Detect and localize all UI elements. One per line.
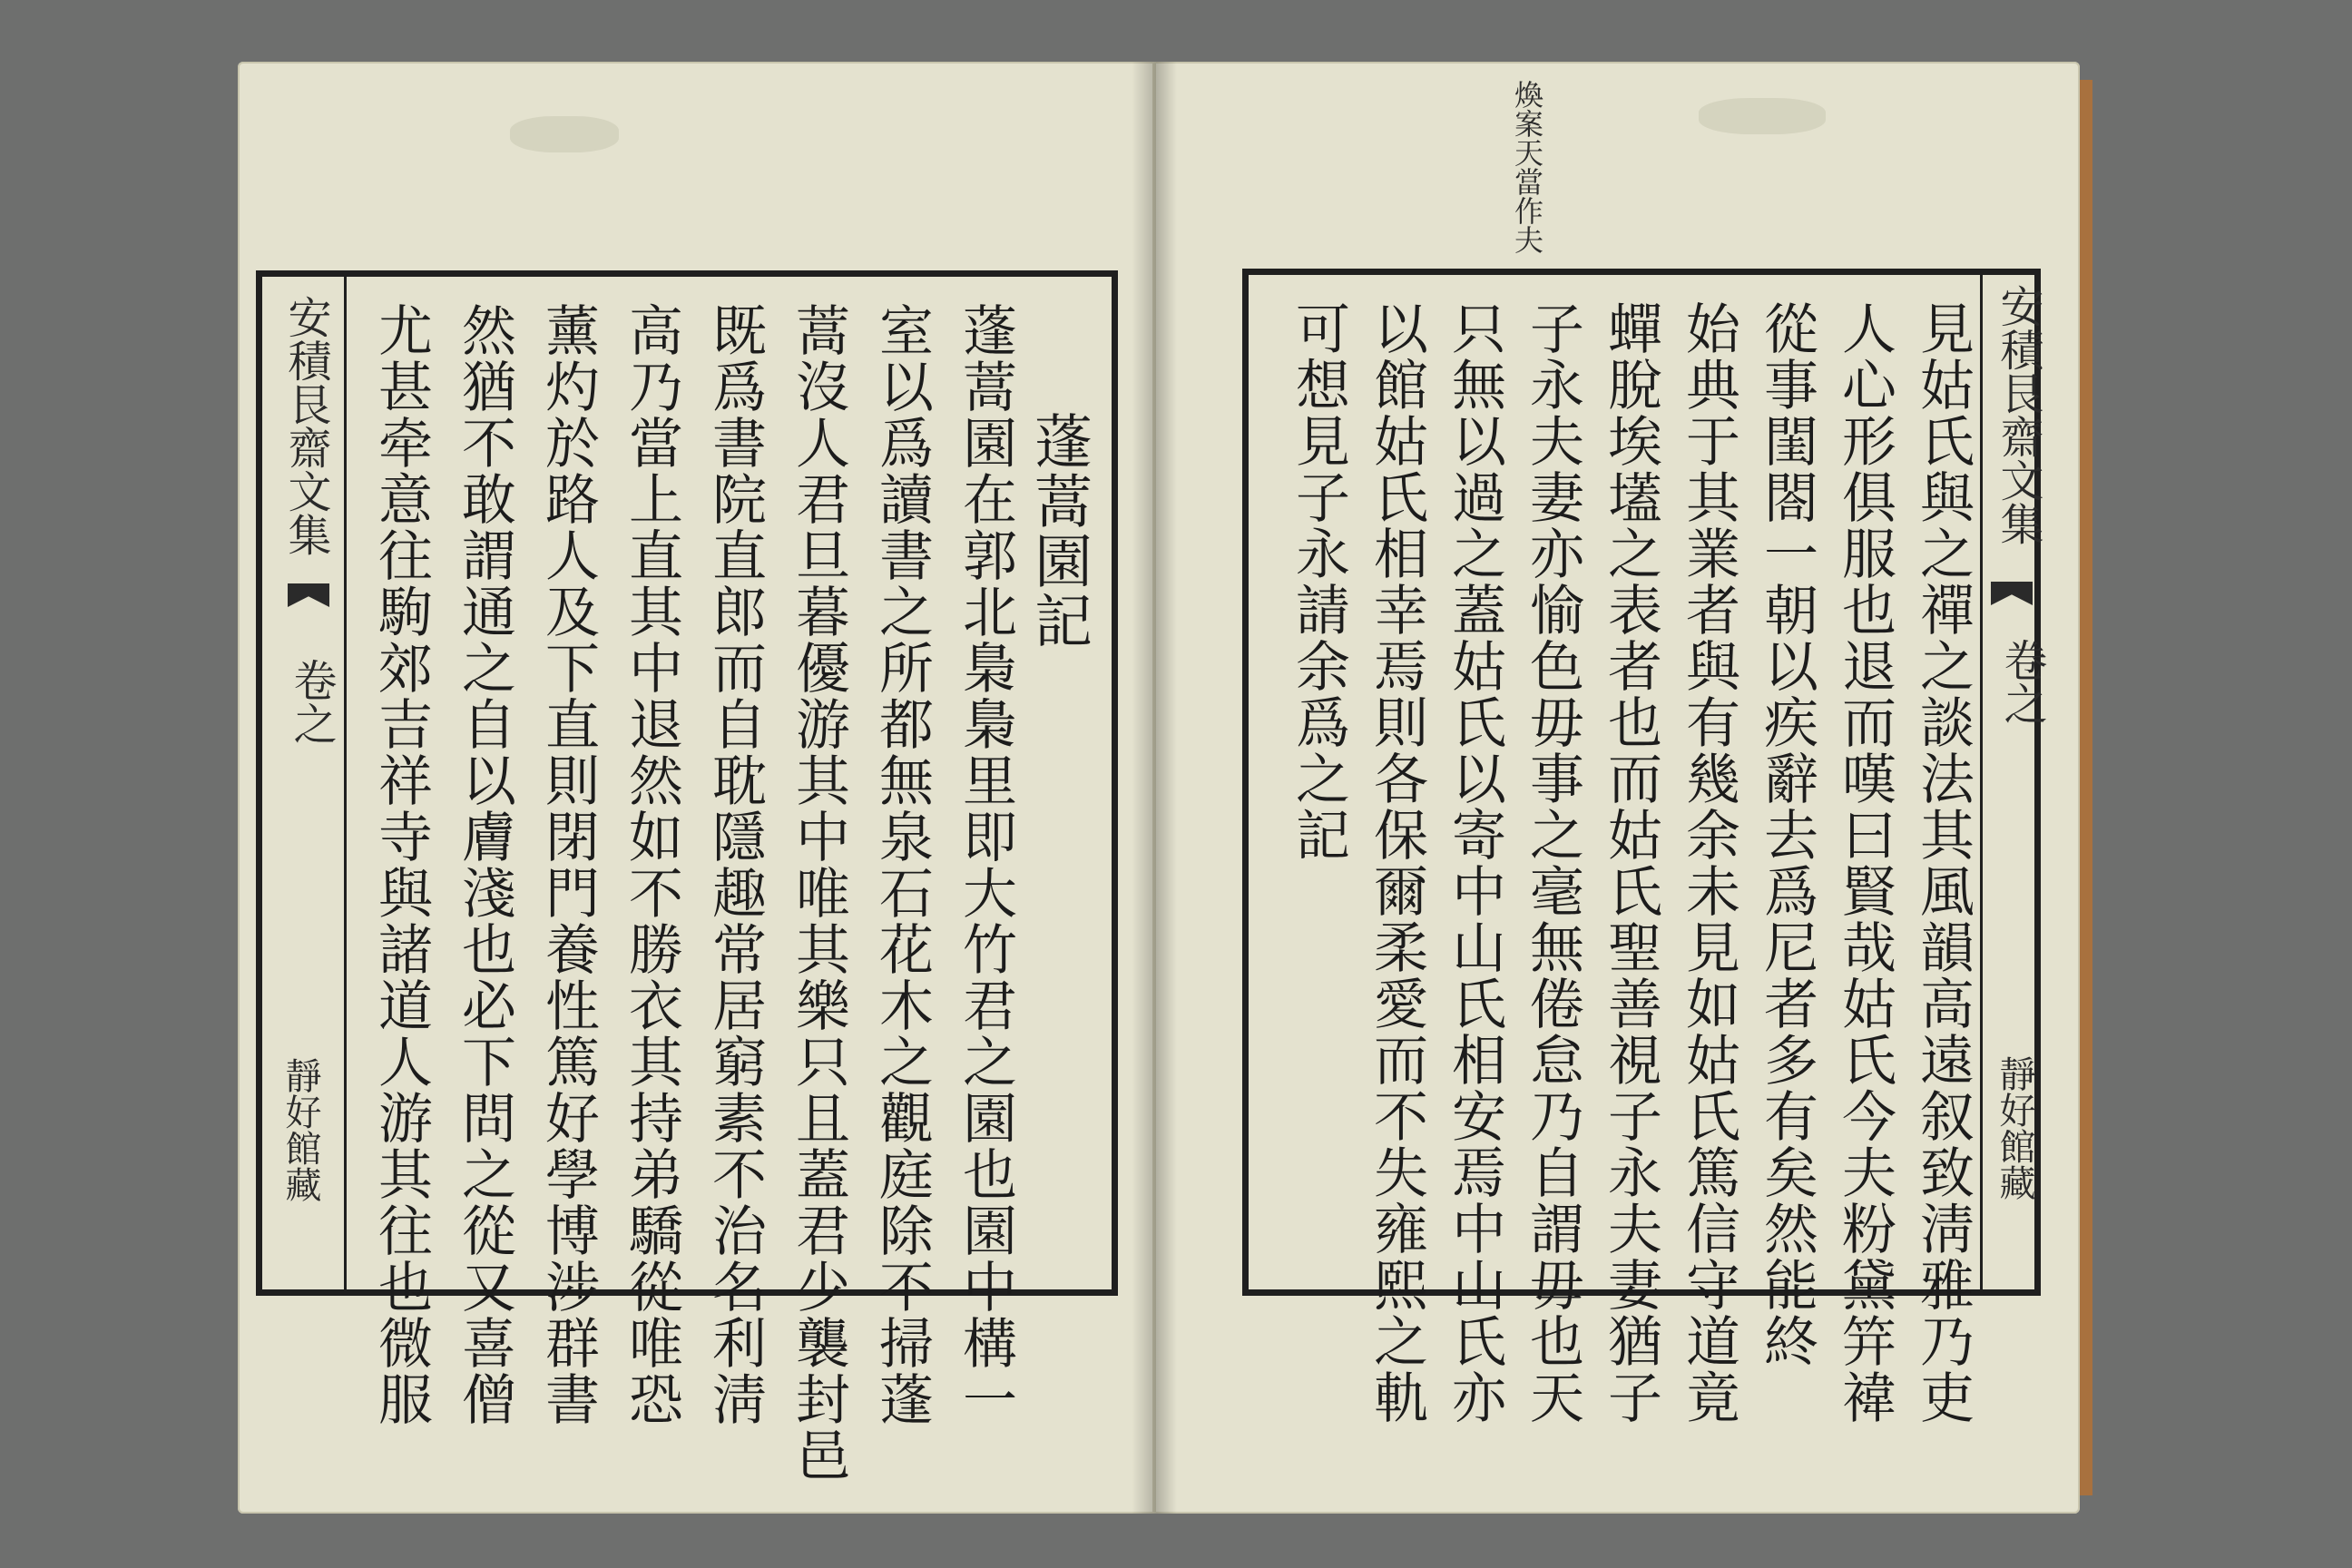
- text-column: 人心形俱服也退而嘆曰賢哉姑氏今夫粉黛笄褘: [1833, 300, 1896, 1426]
- text-column: 蒿沒人君旦暮優游其中唯其樂只且蓋君少襲封邑: [787, 302, 850, 1484]
- margin-volume: 卷之: [286, 658, 337, 745]
- text-column: 始典于其業者與有幾余未見如姑氏篤信守道竟: [1677, 300, 1740, 1426]
- fishtail-mark: [1991, 582, 2033, 605]
- text-column: 然猶不敢謂通之自以膚淺也必下問之從又喜僧: [453, 302, 516, 1427]
- margin-volume: 卷之: [1996, 638, 2047, 725]
- text-column: 蓬蒿園在郭北梟梟里即大竹君之園也園中構一: [954, 302, 1017, 1427]
- handwritten-note: 煥案天當作夫: [1510, 80, 1544, 254]
- margin-publisher: 靜好館藏: [1994, 1055, 2035, 1200]
- margin-title: 安積艮齋文集: [1993, 284, 2043, 545]
- text-column: 蟬脫埃壒之表者也而姑氏聖善視子永夫妻猶子: [1599, 300, 1662, 1426]
- right-text-frame: [1242, 269, 2047, 1426]
- margin-rule: [1980, 275, 1983, 1289]
- paper-stain: [510, 116, 619, 152]
- book-edge: [2080, 80, 2092, 1495]
- left-page: [238, 62, 1154, 1514]
- right-page: [1154, 62, 2080, 1514]
- margin-rule: [344, 277, 347, 1289]
- text-column: 可想見子永請余爲之記: [1287, 300, 1350, 863]
- text-column: 從事閨閤一朝以疾辭去爲尼者多有矣然能終: [1755, 300, 1818, 1369]
- paper-stain: [1699, 98, 1826, 134]
- text-column: 子永夫妻亦愉色毋事之毫無倦怠乃自謂毋也天: [1521, 300, 1584, 1426]
- text-column: 以館姑氏相幸焉則各保爾柔愛而不失雍熙之軌: [1365, 300, 1428, 1426]
- text-column: 既爲書院直郎而自耽隱趣常居窮素不治名利淸: [703, 302, 767, 1427]
- margin-publisher: 靜好館藏: [279, 1057, 321, 1202]
- open-book: [238, 62, 2080, 1523]
- fishtail-mark: [288, 583, 329, 607]
- text-column: 室以爲讀書之所都無泉石花木之觀庭除不掃蓬: [870, 302, 934, 1427]
- text-column: 高乃當上直其中退然如不勝衣其持弟驕從唯恐: [620, 302, 683, 1427]
- text-column: 尤甚牵意往駒郊吉祥寺與諸道人游其往也微服: [369, 302, 433, 1427]
- left-text-frame: [256, 270, 1118, 1484]
- text-column: 只無以過之蓋姑氏以寄中山氏相安焉中山氏亦: [1443, 300, 1506, 1426]
- text-column: 見姑氏與之禪之談法其風韻高遠叙致淸雅乃吏: [1911, 300, 1975, 1426]
- essay-title: 蓬蒿園記: [1024, 411, 1092, 651]
- margin-title: 安積艮齋文集: [280, 295, 331, 556]
- book-gutter: [1132, 62, 1177, 1514]
- text-column: 薰灼於路人及下直則閉門養性篤好學博涉群書: [536, 302, 600, 1427]
